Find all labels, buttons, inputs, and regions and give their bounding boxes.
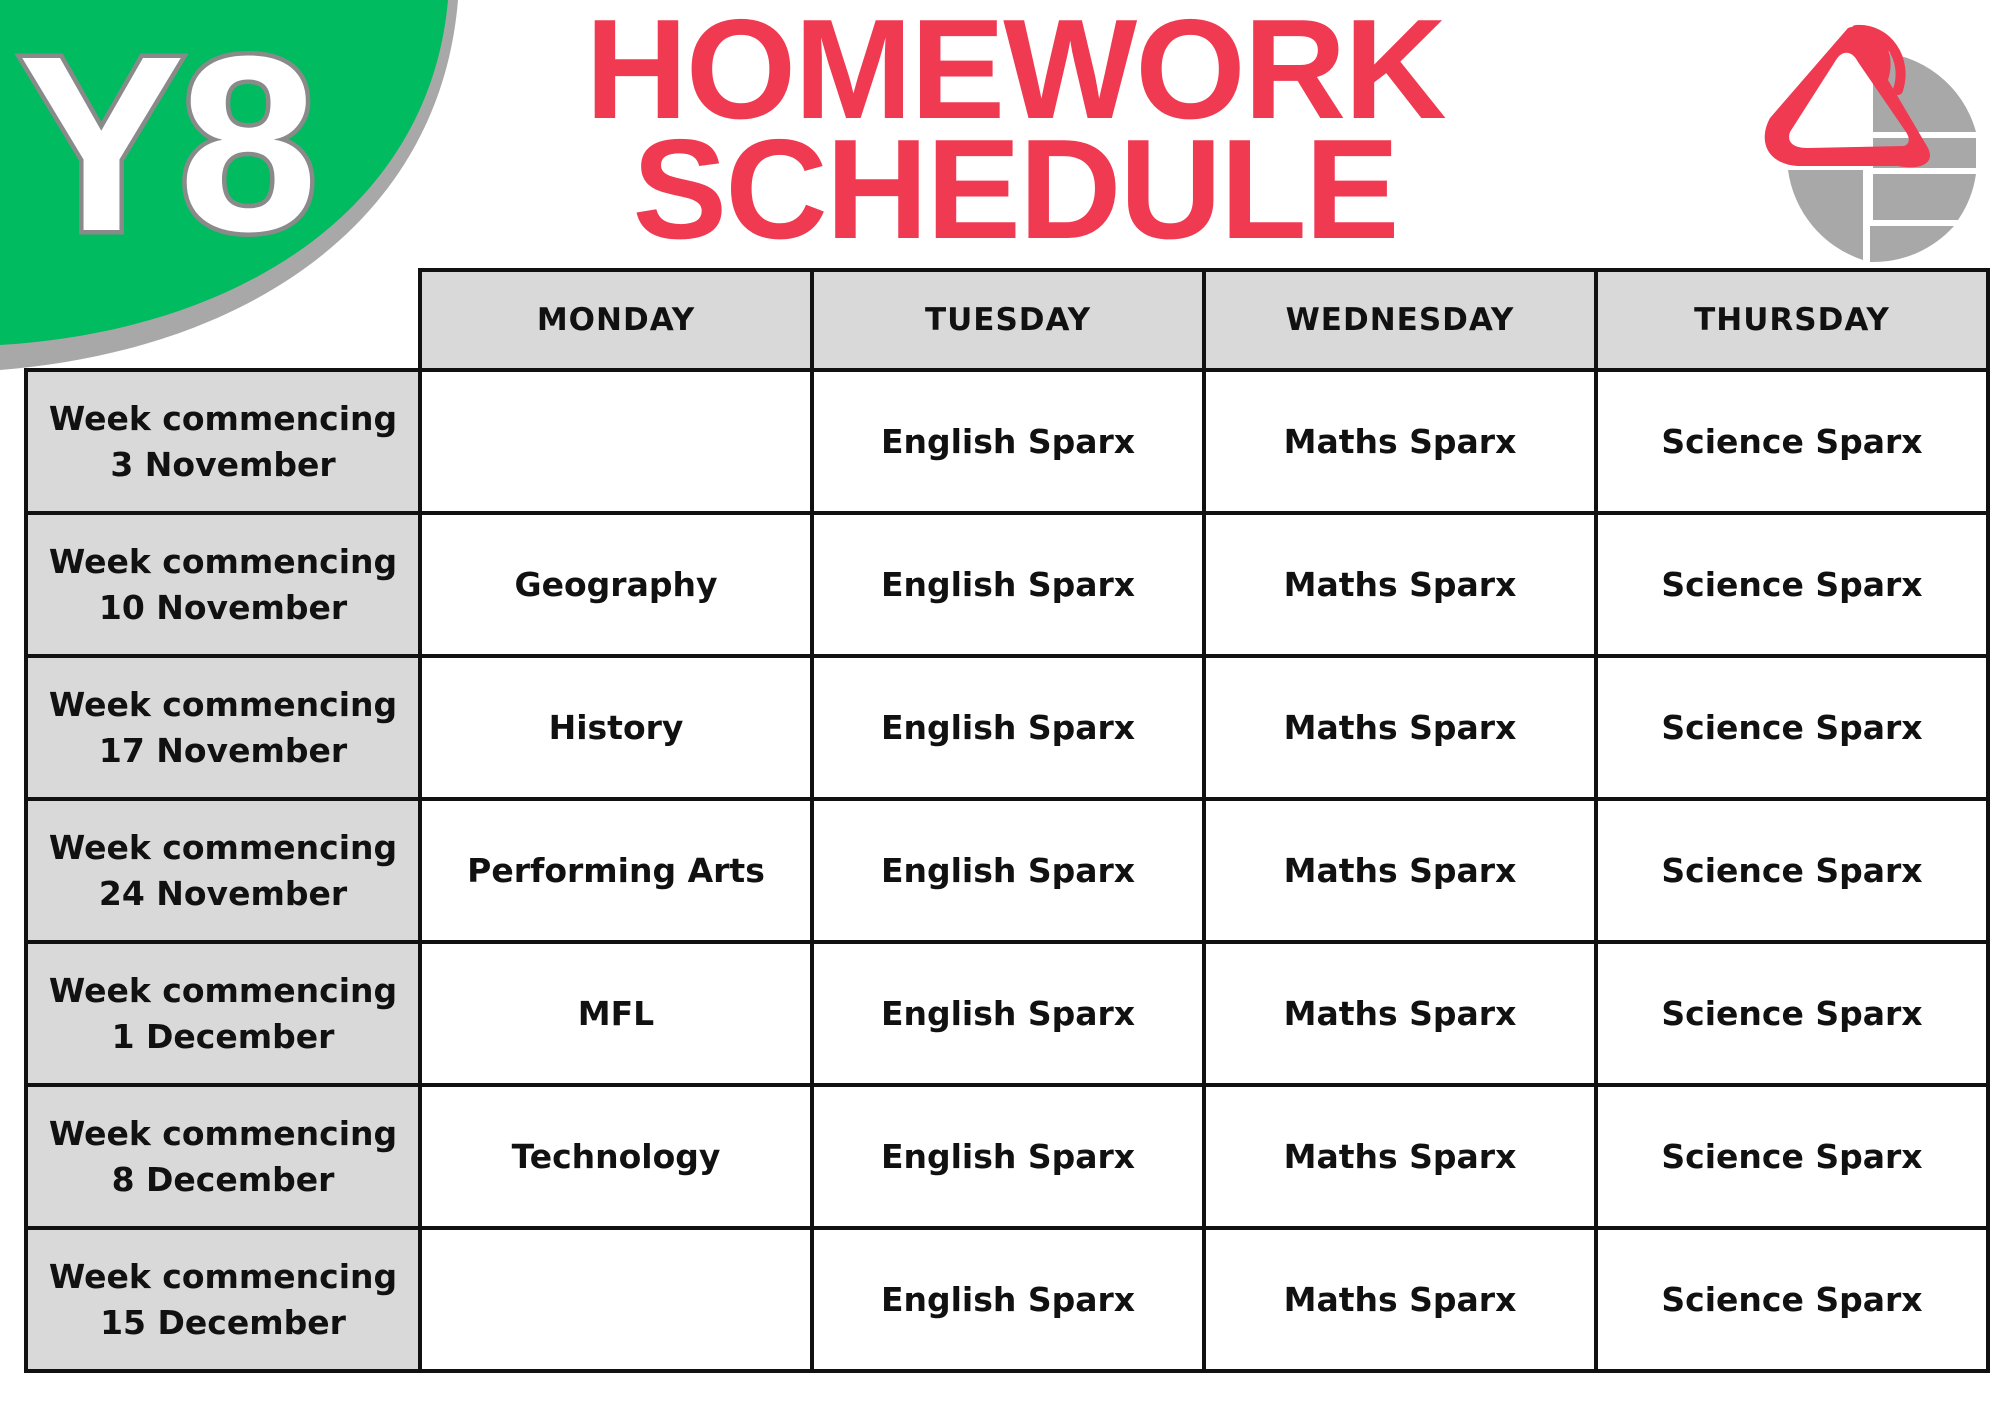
monday-cell: Technology: [420, 1085, 812, 1228]
school-logo-icon: [1758, 20, 1978, 265]
thursday-cell: Science Sparx: [1596, 370, 1988, 513]
week-label-cell: [26, 1085, 420, 1228]
wednesday-cell: Maths Sparx: [1204, 1085, 1596, 1228]
week-label: Week commencing: [48, 1256, 398, 1296]
week-label: Week commencing: [48, 541, 398, 581]
week-label: Week commencing: [48, 1113, 398, 1153]
wednesday-cell: Maths Sparx: [1204, 1228, 1596, 1371]
week-date: 24 November: [98, 873, 348, 913]
monday-cell: MFL: [420, 942, 812, 1085]
tuesday-cell: English Sparx: [812, 370, 1204, 513]
week-label-cell: [26, 513, 420, 656]
week-label-cell: [26, 370, 420, 513]
week-label-cell: [26, 656, 420, 799]
table-row: [26, 942, 1988, 1085]
week-date: 3 November: [110, 444, 336, 484]
week-label: Week commencing: [48, 398, 398, 438]
week-date: 8 December: [111, 1159, 335, 1199]
monday-cell: [420, 1228, 812, 1371]
header-thursday: THURSDAY: [1596, 270, 1988, 370]
week-date: 15 December: [100, 1302, 346, 1342]
monday-cell: [420, 370, 812, 513]
year-badge-text: Y8: [18, 4, 312, 283]
monday-cell: Geography: [420, 513, 812, 656]
header-tuesday: TUESDAY: [812, 270, 1204, 370]
wednesday-cell: Maths Sparx: [1204, 513, 1596, 656]
table-row: [26, 370, 1988, 513]
wednesday-cell: Maths Sparx: [1204, 656, 1596, 799]
thursday-cell: Science Sparx: [1596, 1085, 1988, 1228]
tuesday-cell: English Sparx: [812, 799, 1204, 942]
wednesday-cell: Maths Sparx: [1204, 942, 1596, 1085]
homework-schedule-table: [24, 268, 1990, 1373]
header-wednesday: WEDNESDAY: [1204, 270, 1596, 370]
week-date: 17 November: [98, 730, 348, 770]
tuesday-cell: English Sparx: [812, 1228, 1204, 1371]
table-row: [26, 656, 1988, 799]
week-label: Week commencing: [48, 684, 398, 724]
header-corner-cell: [26, 270, 420, 370]
table-row: [26, 513, 1988, 656]
tuesday-cell: English Sparx: [812, 942, 1204, 1085]
thursday-cell: Science Sparx: [1596, 1228, 1988, 1371]
table-row: [26, 1085, 1988, 1228]
tuesday-cell: English Sparx: [812, 1085, 1204, 1228]
thursday-cell: Science Sparx: [1596, 656, 1988, 799]
monday-cell: History: [420, 656, 812, 799]
week-label: Week commencing: [48, 827, 398, 867]
tuesday-cell: English Sparx: [812, 656, 1204, 799]
wednesday-cell: Maths Sparx: [1204, 370, 1596, 513]
thursday-cell: Science Sparx: [1596, 942, 1988, 1085]
tuesday-cell: English Sparx: [812, 513, 1204, 656]
week-date: 10 November: [98, 587, 348, 627]
week-label-cell: [26, 942, 420, 1085]
week-label-cell: [26, 799, 420, 942]
thursday-cell: Science Sparx: [1596, 799, 1988, 942]
header-monday: MONDAY: [420, 270, 812, 370]
thursday-cell: Science Sparx: [1596, 513, 1988, 656]
week-label: Week commencing: [48, 970, 398, 1010]
table-row: [26, 799, 1988, 942]
page-title: [430, 0, 1600, 269]
monday-cell: Performing Arts: [420, 799, 812, 942]
week-date: 1 December: [111, 1016, 335, 1056]
title-line-1: HOMEWORK: [585, 0, 1445, 149]
week-label-cell: [26, 1228, 420, 1371]
day-header-row: [26, 270, 1988, 370]
wednesday-cell: Maths Sparx: [1204, 799, 1596, 942]
title-line-2: SCHEDULE: [632, 110, 1398, 269]
table-row: [26, 1228, 1988, 1371]
